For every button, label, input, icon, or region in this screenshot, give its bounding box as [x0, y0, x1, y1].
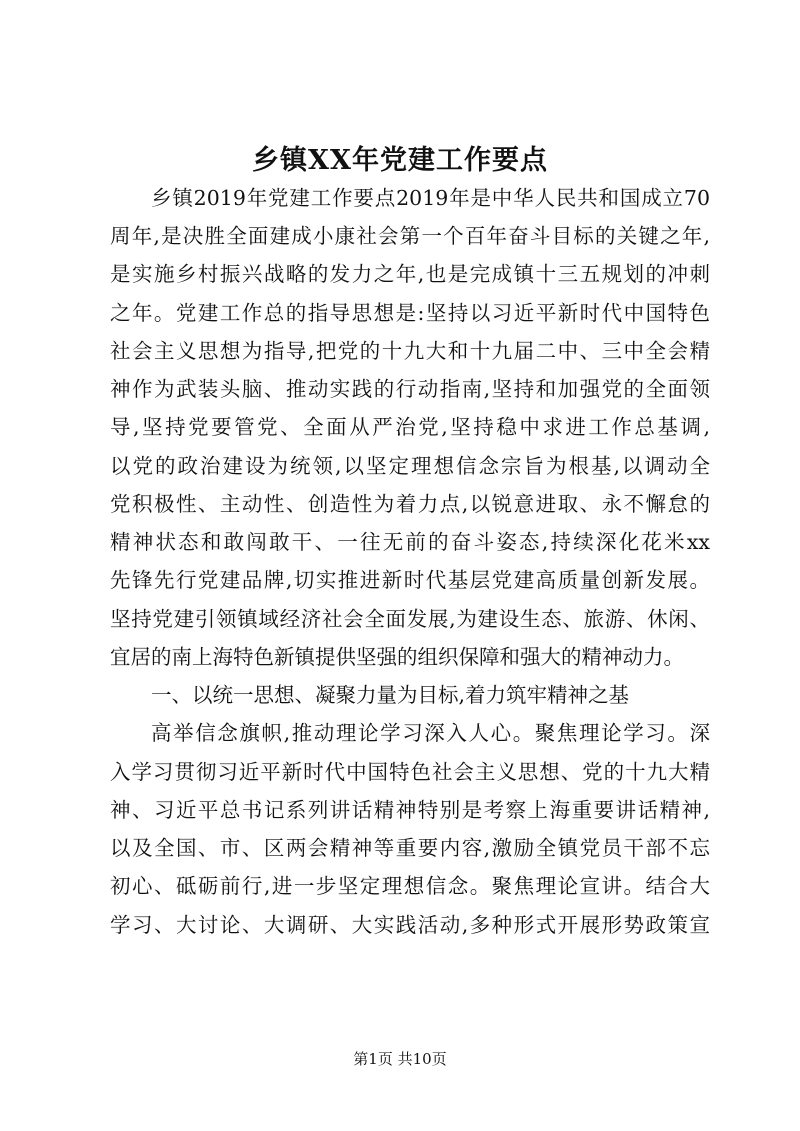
- document-title: 乡镇XX年党建工作要点: [252, 145, 548, 176]
- body-line: 以及全国、市、区两会精神等重要内容,激励全镇党员干部不忘: [110, 836, 710, 860]
- section-heading: 一、以统一思想、凝聚力量为目标,着力筑牢精神之基: [151, 683, 630, 707]
- body-line: 精神状态和敢闯敢干、一往无前的奋斗姿态,持续深化花米xx: [110, 530, 710, 554]
- body-line: 入学习贯彻习近平新时代中国特色社会主义思想、党的十九大精: [110, 760, 710, 784]
- body-line: 宜居的南上海特色新镇提供坚强的组织保障和强大的精神动力。: [110, 645, 684, 669]
- body-line: 导,坚持党要管党、全面从严治党,坚持稳中求进工作总基调,: [110, 415, 710, 439]
- body-line: 初心、砥砺前行,进一步坚定理想信念。聚焦理论宣讲。结合大: [110, 874, 710, 898]
- body-line: 学习、大讨论、大调研、大实践活动,多种形式开展形势政策宣: [110, 913, 710, 937]
- page-number-footer: 第1页 共10页: [353, 1050, 447, 1068]
- body-line: 以党的政治建设为统领,以坚定理想信念宗旨为根基,以调动全: [110, 454, 710, 478]
- body-line: 之年。党建工作总的指导思想是:坚持以习近平新时代中国特色: [110, 301, 710, 325]
- body-line: 乡镇2019年党建工作要点2019年是中华人民共和国成立70: [151, 186, 710, 210]
- body-line: 高举信念旗帜,推动理论学习深入人心。聚焦理论学习。深: [151, 721, 710, 745]
- body-line: 社会主义思想为指导,把党的十九大和十九届二中、三中全会精: [110, 339, 710, 363]
- body-line: 党积极性、主动性、创造性为着力点,以锐意进取、永不懈怠的: [110, 492, 710, 516]
- body-line: 周年,是决胜全面建成小康社会第一个百年奋斗目标的关键之年,: [110, 224, 710, 248]
- body-line: 神作为武装头脑、推动实践的行动指南,坚持和加强党的全面领: [110, 377, 710, 401]
- body-line: 先锋先行党建品牌,切实推进新时代基层党建高质量创新发展。: [110, 568, 710, 592]
- body-line: 是实施乡村振兴战略的发力之年,也是完成镇十三五规划的冲刺: [110, 262, 710, 286]
- body-line: 神、习近平总书记系列讲话精神特别是考察上海重要讲话精神,: [110, 798, 710, 822]
- body-line: 坚持党建引领镇域经济社会全面发展,为建设生态、旅游、休闲、: [110, 607, 710, 631]
